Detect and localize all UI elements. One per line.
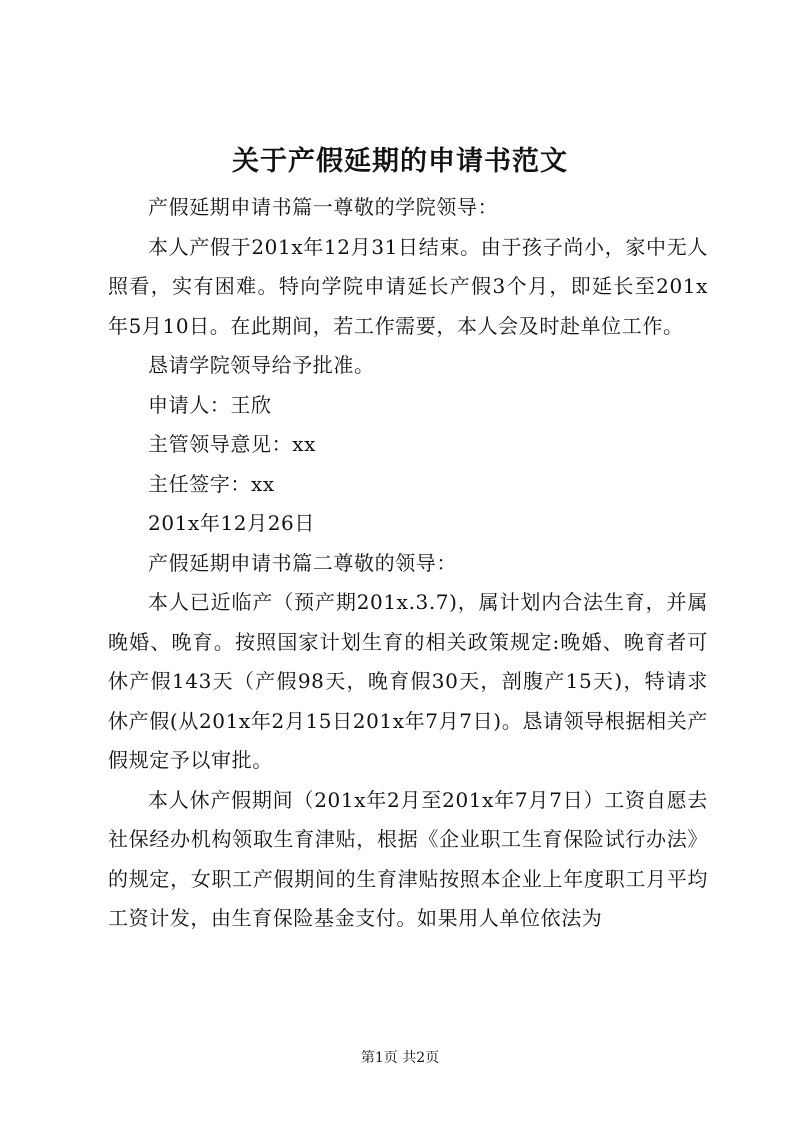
page-footer: 第1页 共2页 [360, 1050, 440, 1066]
paragraph-1: 产假延期申请书篇一尊敬的学院领导： [148, 195, 499, 219]
document-body [108, 188, 708, 939]
date-line: 201x年12月26日 [148, 511, 315, 535]
applicant-line: 申请人：王欣 [148, 392, 272, 417]
paragraph-3: 恳请学院领导给予批准。 [148, 353, 375, 377]
director-signature-line: 主任签字：xx [148, 471, 275, 496]
page-title: 关于产假延期的申请书范文 [232, 146, 568, 177]
paragraph-9: 本人已近临产（预产期201x.3.7)，属计划内合法生育，并属晚婚、晚育。按照国家计划生育的相关政策规定:晚婚、晚育者可休产假143天（产假98天，晚育假30天，剖腹产15天)，特请求休产假(从201x年2月15日201x年7月7日)。恳请领导根据相关产假规定予以审批。 [108, 590, 708, 772]
supervisor-opinion-line: 主管领导意见：xx [148, 432, 316, 456]
paragraph-8: 产假延期申请书篇二尊敬的领导： [148, 550, 457, 575]
paragraph-10: 本人休产假期间（201x年2月至201x年7月7日）工资自愿去社保经办机构领取生育津贴，根据《企业职工生育保险试行办法》的规定，女职工产假期间的生育津贴按照本企业上年度职工月平均工资计发，由生育保险基金支付。如果用人单位依法为 [108, 787, 708, 930]
paragraph-2: 本人产假于201x年12月31日结束。由于孩子尚小，家中无人照看，实有困难。特向学院申请延长产假3个月，即延长至201x年5月10日。在此期间，若工作需要，本人会及时赴单位工作。 [108, 234, 708, 338]
